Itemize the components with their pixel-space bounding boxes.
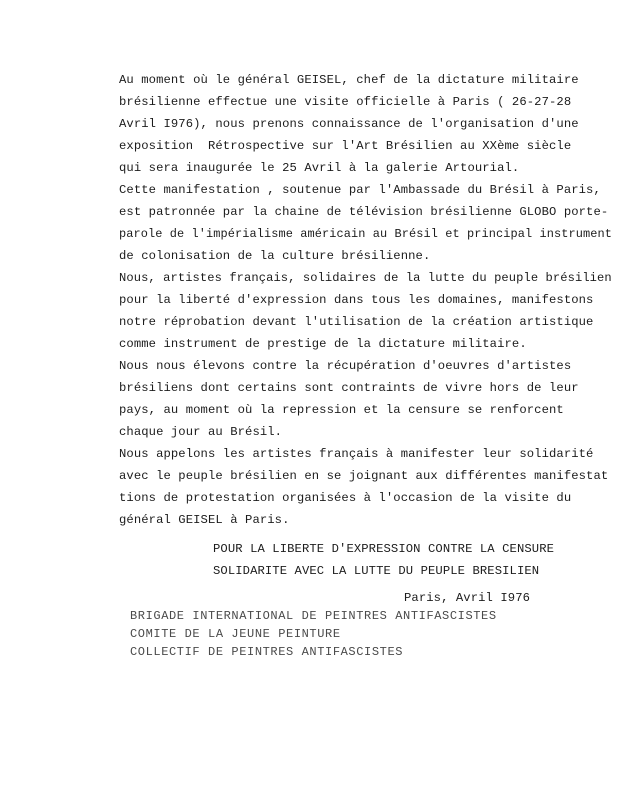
body-line: avec le peuple brésilien en se joignant aux différentes manifestat: [119, 469, 609, 483]
date-line: Paris, Avril I976: [404, 591, 531, 605]
slogan-line: SOLIDARITE AVEC LA LUTTE DU PEUPLE BRESILIEN: [213, 564, 540, 578]
body-line: Cette manifestation , soutenue par l'Ambassade du Brésil à Paris,: [119, 183, 601, 197]
signatory-line: COLLECTIF DE PEINTRES ANTIFASCISTES: [130, 645, 404, 659]
body-line: tions de protestation organisées à l'occasion de la visite du: [119, 491, 572, 505]
body-line: Avril I976), nous prenons connaissance de l'organisation d'une: [119, 117, 579, 131]
body-line: est patronnée par la chaine de télévision brésilienne GLOBO porte-: [119, 205, 609, 219]
body-line: chaque jour au Brésil.: [119, 425, 283, 439]
body-line: Nous appelons les artistes français à manifester leur solidarité: [119, 447, 594, 461]
slogan-line: POUR LA LIBERTE D'EXPRESSION CONTRE LA CENSURE: [213, 542, 555, 556]
body-line: de colonisation de la culture brésilienne.: [119, 249, 431, 263]
signatory-line: COMITE DE LA JEUNE PEINTURE: [130, 627, 341, 641]
body-line: qui sera inaugurée le 25 Avril à la galerie Artourial.: [119, 161, 520, 175]
signatory-line: BRIGADE INTERNATIONAL DE PEINTRES ANTIFASCISTES: [130, 609, 497, 623]
body-line: pays, au moment où la repression et la censure se renforcent: [119, 403, 564, 417]
body-line: Nous nous élevons contre la récupération d'oeuvres d'artistes: [119, 359, 572, 373]
body-line: brésiliens dont certains sont contraints de vivre hors de leur: [119, 381, 579, 395]
body-line: pour la liberté d'expression dans tous les domaines, manifestons: [119, 293, 594, 307]
body-line: comme instrument de prestige de la dictature militaire.: [119, 337, 527, 351]
body-line: notre réprobation devant l'utilisation de la création artistique: [119, 315, 594, 329]
body-line: Au moment où le général GEISEL, chef de la dictature militaire: [119, 73, 579, 87]
body-line: brésilienne effectue une visite officielle à Paris ( 26-27-28: [119, 95, 572, 109]
body-line: exposition Rétrospective sur l'Art Brésilien au XXème siècle: [119, 139, 572, 153]
body-line: Nous, artistes français, solidaires de la lutte du peuple brésilien: [119, 271, 612, 285]
body-line: général GEISEL à Paris.: [119, 513, 290, 527]
body-line: parole de l'impérialisme américain au Brésil et principal instrument: [119, 227, 613, 241]
